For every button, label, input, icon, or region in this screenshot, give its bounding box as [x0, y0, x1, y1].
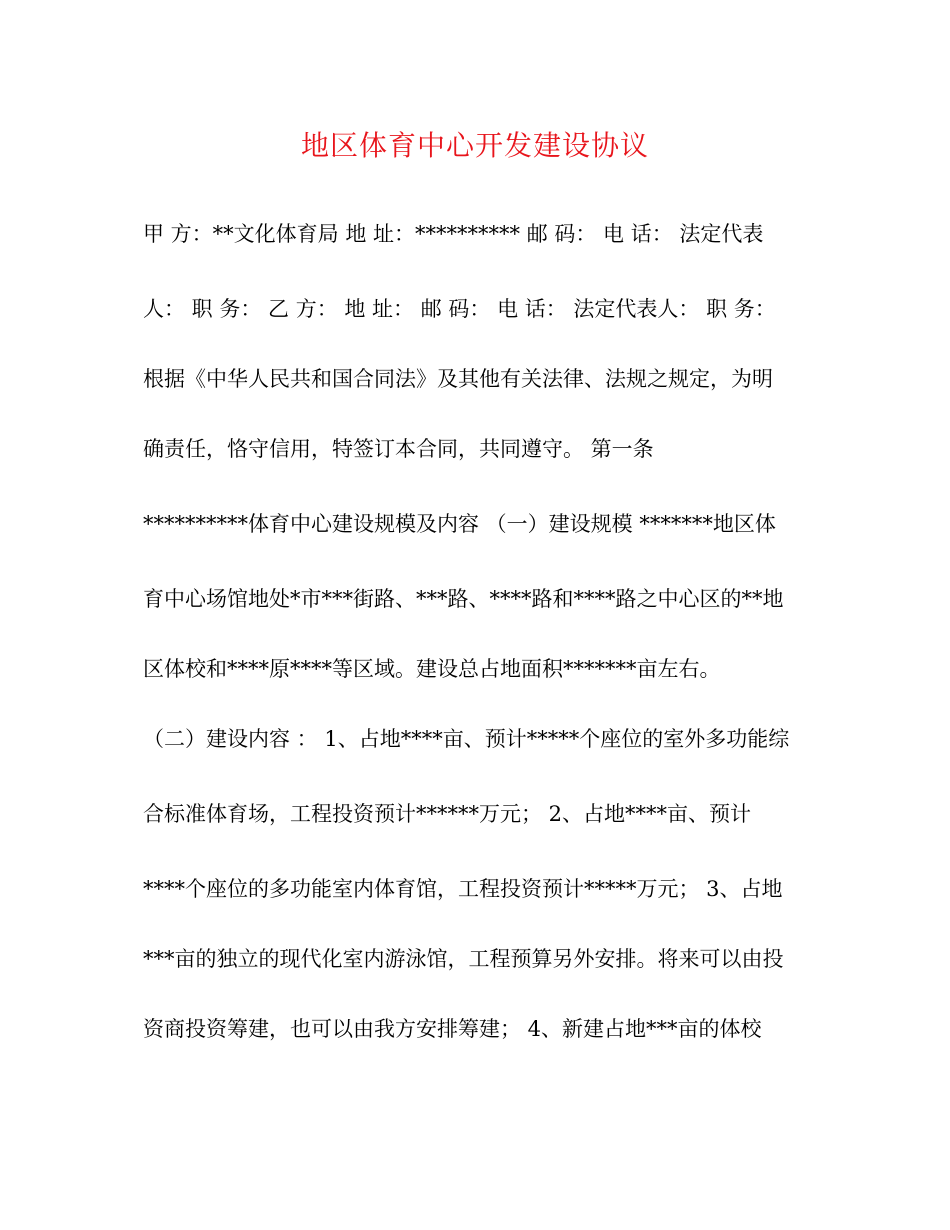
body-line-1: 甲 方：**文化体育局 地 址：********** 邮 码： 电 话： 法定代表	[143, 222, 764, 246]
body-line-6: 育中心场馆地处*市***街路、***路、****路和****路之中心区的**地	[143, 587, 784, 611]
body-line-8: （二）建设内容 ： 1、占地****亩、预计*****个座位的室外多功能综	[143, 727, 790, 751]
body-line-12: 资商投资筹建，也可以由我方安排筹建； 4、新建占地***亩的体校	[143, 1017, 762, 1041]
body-line-11: ***亩的独立的现代化室内游泳馆，工程预算另外安排。将来可以由投	[143, 947, 784, 971]
body-line-9: 合标准体育场，工程投资预计******万元； 2、占地****亩、预计	[143, 802, 752, 826]
document-title: 地区体育中心开发建设协议	[300, 129, 649, 162]
body-line-5: **********体育中心建设规模及内容 （一）建设规模 *******地区体	[143, 512, 776, 536]
body-line-7: 区体校和****原****等区域。建设总占地面积*******亩左右。	[143, 657, 721, 681]
body-line-2: 人： 职 务： 乙 方： 地 址： 邮 码： 电 话： 法定代表人： 职 务：	[143, 297, 776, 321]
body-line-4: 确责任，恪守信用，特签订本合同，共同遵守。 第一条	[143, 437, 654, 461]
body-line-3: 根据《中华人民共和国合同法》及其他有关法律、法规之规定，为明	[143, 367, 773, 391]
body-line-10: ****个座位的多功能室内体育馆，工程投资预计*****万元； 3、占地	[143, 877, 783, 901]
